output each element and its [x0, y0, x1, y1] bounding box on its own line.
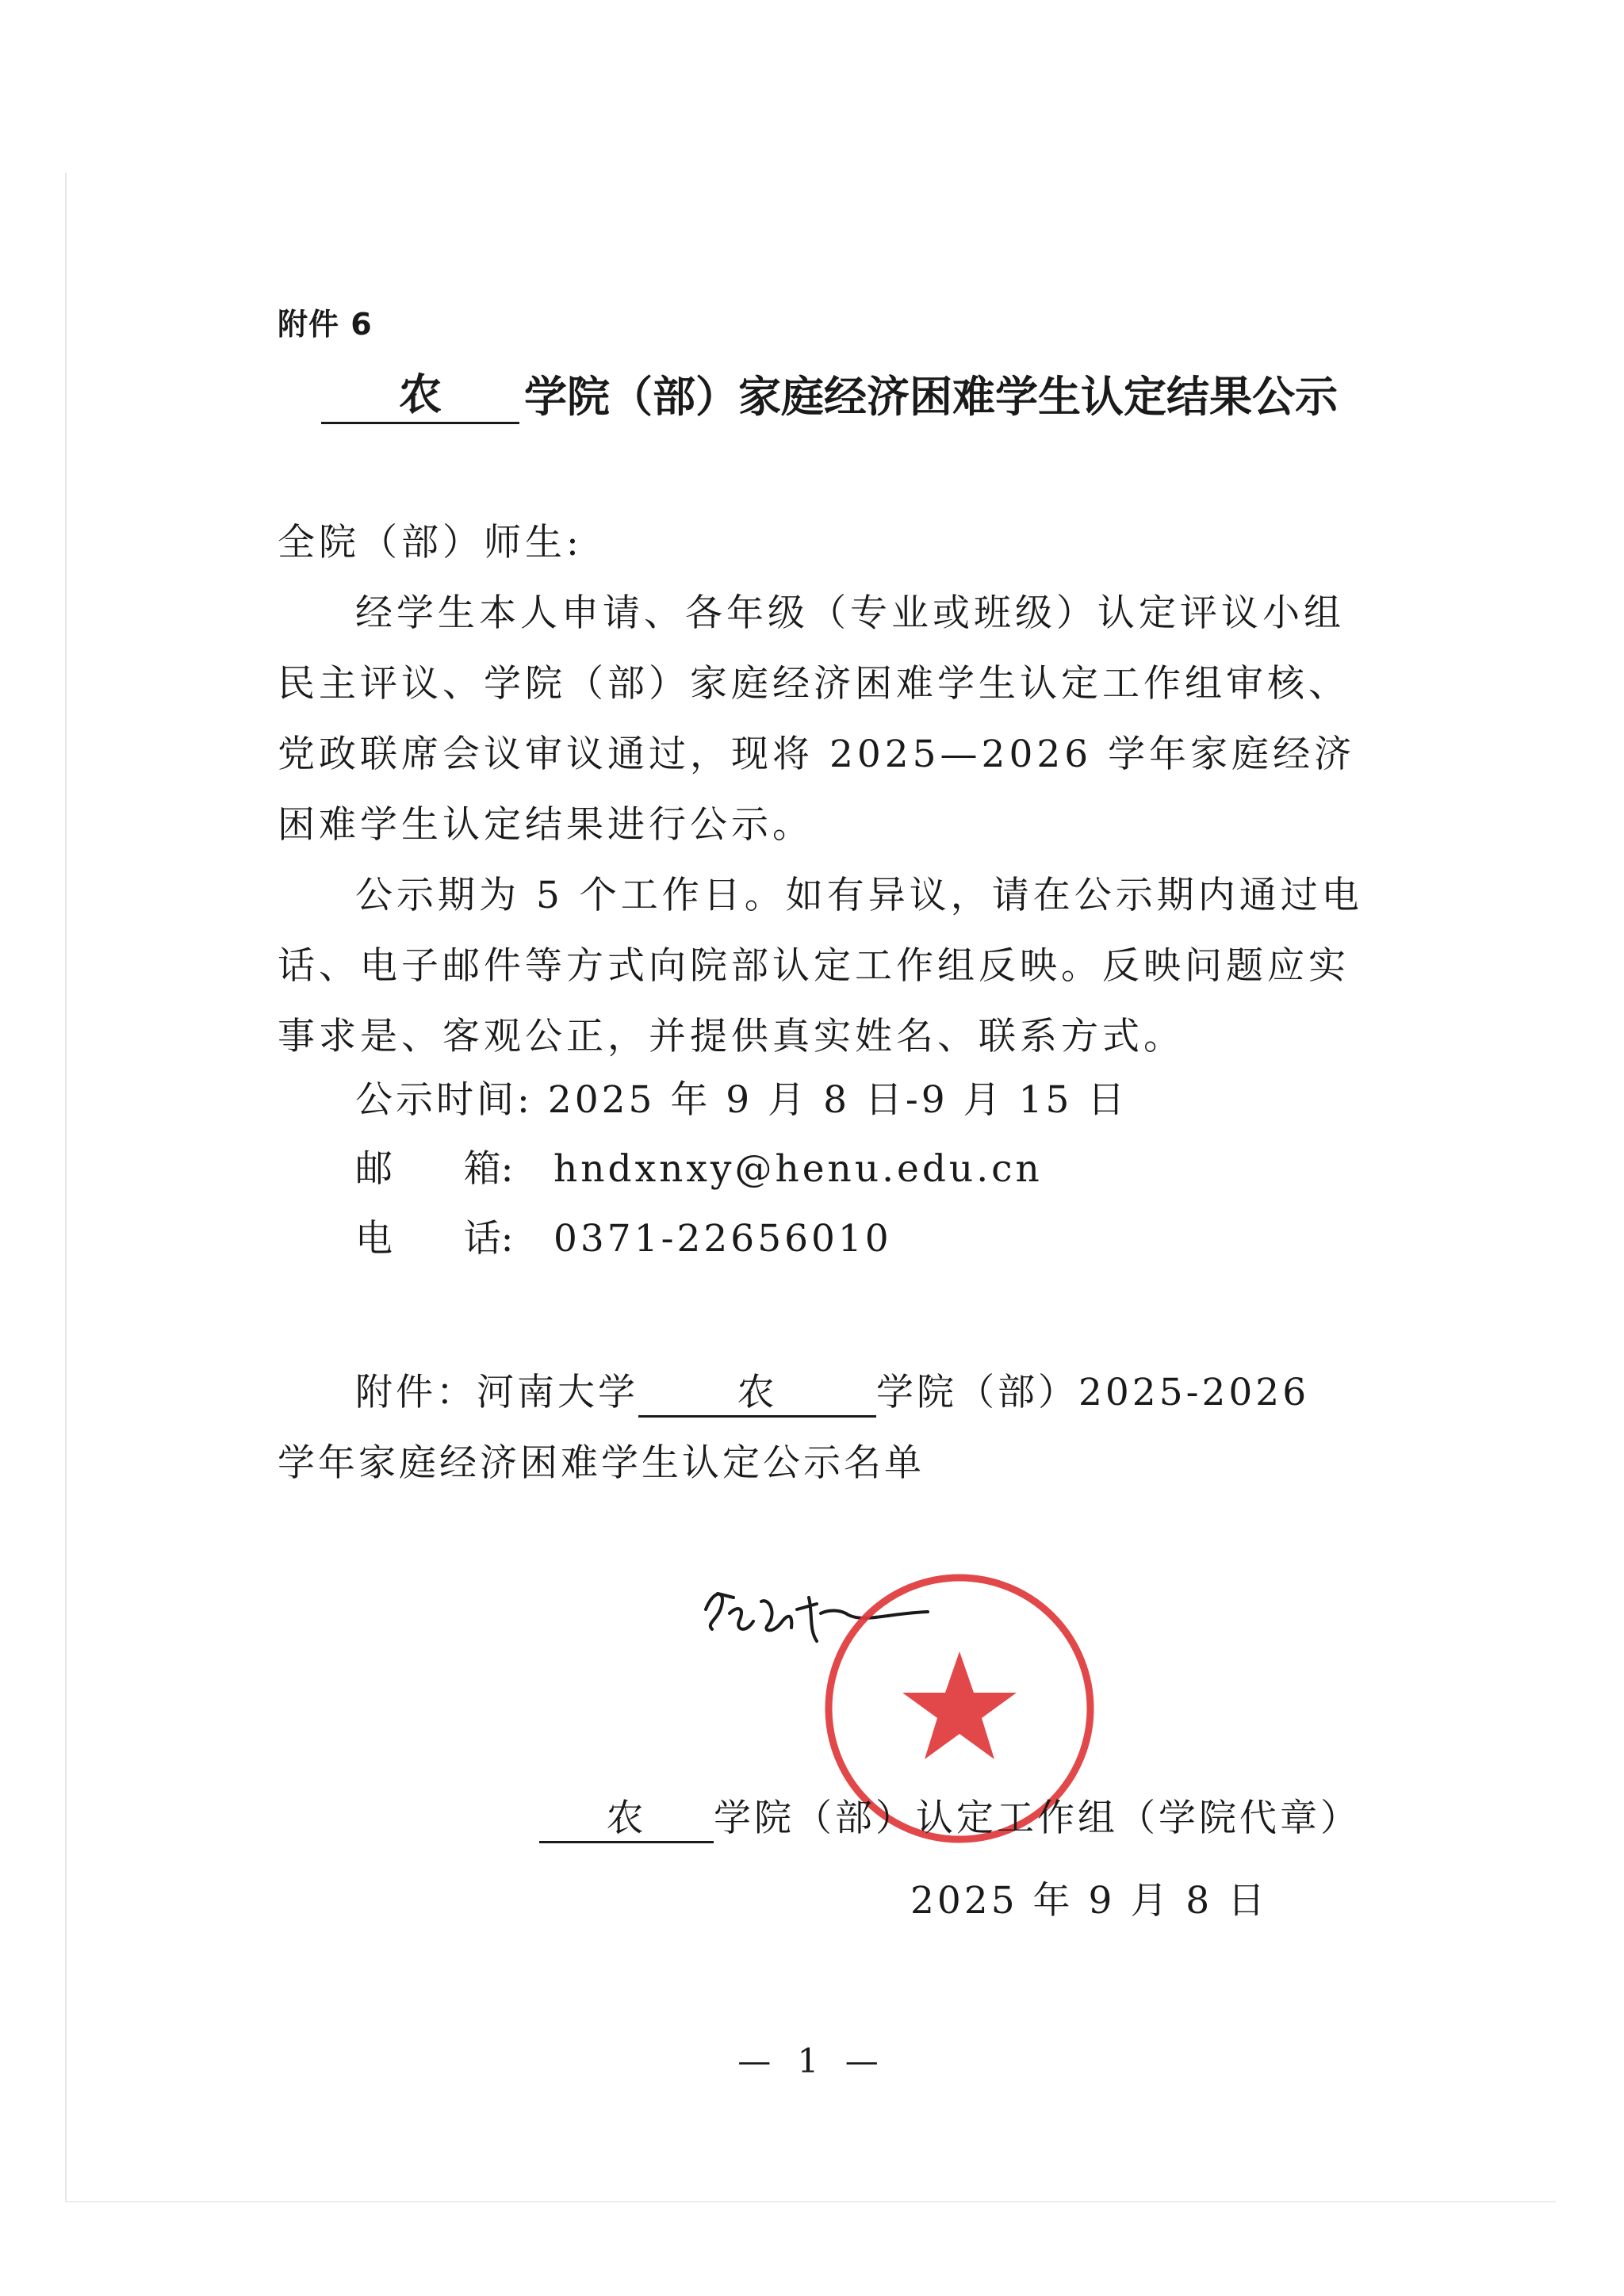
signature-date: 2025 年 9 月 8 日	[910, 1879, 1269, 1923]
signature-college-blank: 农	[539, 1797, 714, 1843]
scan-edge-left	[65, 173, 67, 2202]
notice-time-label: 公示时间:	[355, 1078, 533, 1122]
attachment-college-blank: 农	[638, 1371, 876, 1418]
signature-line	[539, 1793, 1361, 1844]
paragraph-objection: 公示期为 5 个工作日。如有异议，请在公示期内通过电话、电子邮件等方式向院部认定工作组反映。反映问题应实事求是、客观公正，并提供真实姓名、联系方式。	[278, 874, 1363, 1058]
document-title	[321, 363, 1338, 424]
phone-line	[355, 1215, 892, 1263]
title-text: 学院（部）家庭经济困难学生认定结果公示	[524, 372, 1338, 422]
notice-time-line	[355, 1077, 1128, 1124]
salutation: 全院（部）师生:	[278, 521, 583, 564]
attachment-note	[278, 1357, 1364, 1498]
email-label: 邮 箱:	[355, 1147, 514, 1191]
paragraph-intro: 经学生本人申请、各年级（专业或班级）认定评议小组民主评议、学院（部）家庭经济困难学生认定工作组审核、党政联席会议审议通过，现将 2025—2026 学年家庭经济困难学生认定结果进行公示。	[278, 591, 1356, 847]
phone-value: 0371-22656010	[553, 1217, 892, 1261]
notice-time-value: 2025 年 9 月 8 日-9 月 15 日	[547, 1078, 1128, 1122]
page-number: — 1 —	[737, 2042, 887, 2080]
email-line	[355, 1146, 1043, 1193]
attachment-suffix: 学院（部）2025-2026 学年家庭经济困难学生认定公示名单	[278, 1371, 1310, 1485]
title-college-blank: 农	[321, 368, 519, 424]
email-value: hndxnxy@henu.edu.cn	[553, 1147, 1043, 1191]
signature-org-text: 学院（部）认定工作组（学院代章）	[714, 1797, 1361, 1840]
attachment-prefix: 附件：河南大学	[355, 1371, 638, 1414]
phone-label: 电 话:	[355, 1217, 514, 1261]
scan-edge-bottom	[65, 2201, 1556, 2202]
attachment-label: 附件 6	[278, 307, 373, 342]
